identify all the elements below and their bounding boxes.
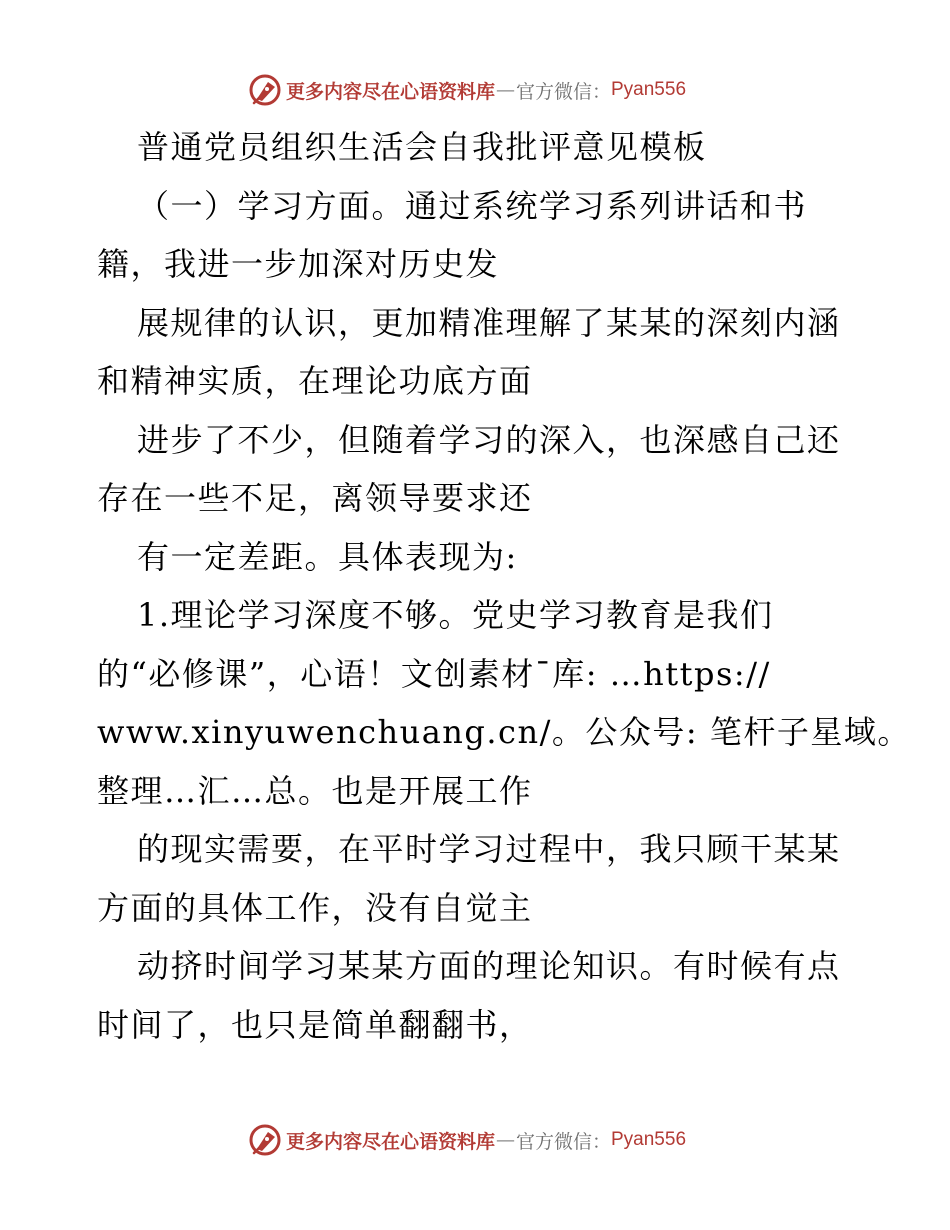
paragraph-line: 籍，我进一步加深对历史发 [97, 245, 500, 283]
banner-separator: — [495, 79, 515, 101]
paragraph-line: 的现实需要，在平时学习过程中，我只顾干某某 [137, 830, 841, 868]
paragraph-line: 进步了不少，但随着学习的深入，也深感自己还 [137, 420, 841, 459]
header-banner [0, 70, 950, 110]
paragraph-line: 和精神实质，在理论功底方面 [97, 362, 533, 400]
paragraph-line: 的“必修课”，心语！文创素材¯库: …https:// [97, 654, 771, 693]
header-banner-content [248, 73, 686, 107]
pen-nib-in-circle-icon [248, 73, 282, 107]
paragraph-line: 有一定差距。具体表现为: [137, 537, 518, 576]
paragraph-line: 方面的具体工作，没有自觉主 [97, 888, 533, 927]
paragraph-line: （一）学习方面。通过系统学习系列讲话和书 [137, 186, 808, 225]
banner-brand-text: 更多内容尽在心语资料库 [285, 80, 495, 103]
footer-banner-content [248, 1123, 686, 1157]
paragraph-line: 动挤时间学习某某方面的理论知识。有时候有点 [137, 947, 841, 985]
banner-separator: — [495, 1129, 515, 1151]
paragraph-line: 1.理论学习深度不够。党史学习教育是我们 [137, 596, 774, 634]
paragraph-line: 时间了，也只是简单翻翻书， [97, 1005, 533, 1044]
banner-wechat-label: 官方微信： [515, 1130, 611, 1153]
document-title: 普通党员组织生活会自我批评意见模板 [137, 128, 707, 166]
pen-nib-in-circle-icon [248, 1123, 282, 1157]
document-body [97, 118, 911, 1054]
paragraph-line: www.xinyuwenchuang.cn/。公众号: 笔杆子星域。 [97, 713, 911, 751]
banner-wechat-label: 官方微信： [515, 80, 611, 103]
paragraph-line: 整理…汇…总。也是开展工作 [97, 771, 533, 810]
paragraph-line: 存在一些不足，离领导要求还 [97, 479, 533, 517]
banner-wechat-id: Pyan556 [611, 1129, 687, 1150]
banner-brand-text: 更多内容尽在心语资料库 [285, 1130, 495, 1153]
footer-banner [0, 1120, 950, 1160]
paragraph-line: 展规律的认识，更加精准理解了某某的深刻内涵 [137, 303, 841, 342]
banner-wechat-id: Pyan556 [611, 79, 687, 100]
